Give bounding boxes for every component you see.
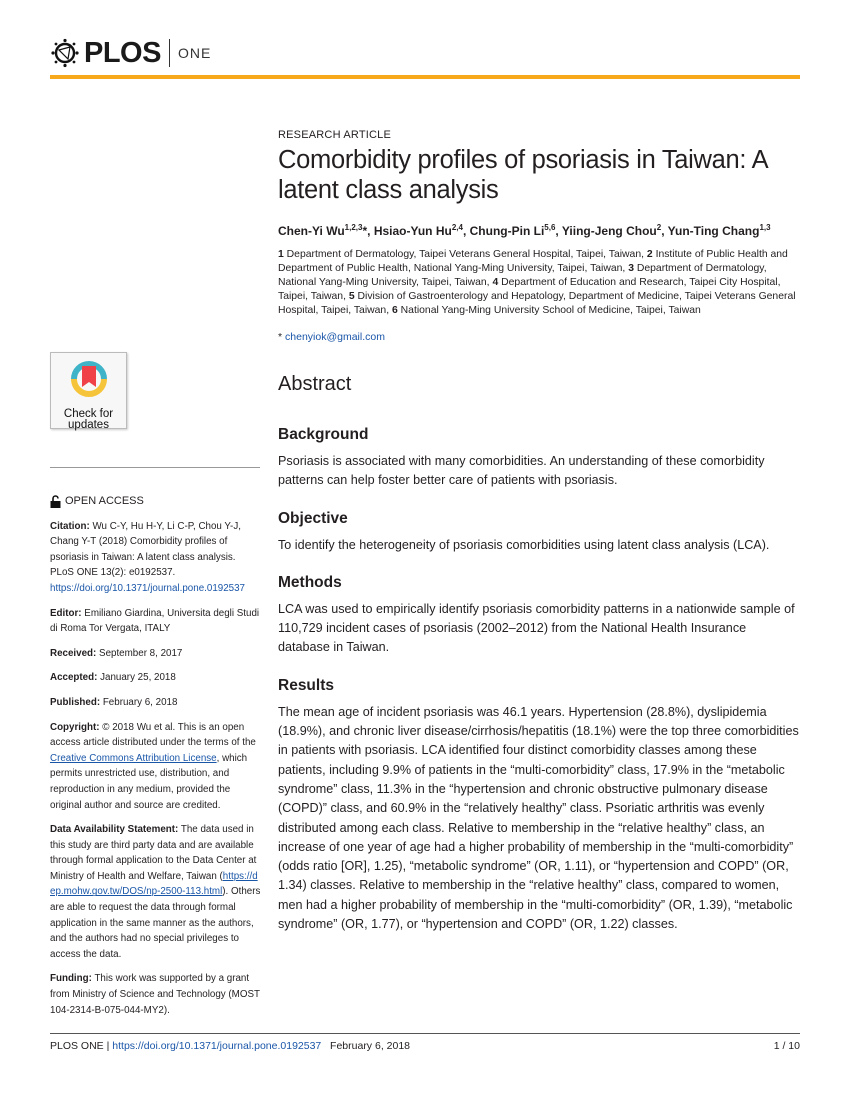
header-accent-bar [50,75,800,79]
open-lock-icon [50,495,61,508]
funding: Funding: This work was supported by a grant from Ministry of Science and Technology (MOST 104-2314-B-075-044-MY2). [50,973,260,1016]
journal-name: ONE [177,45,212,61]
abstract-results: Results The mean age of incident psoriasis was 46.1 years. Hypertension (28.8%), dyslipidemia (18.9%), and chronic liver disease/cirrhosis/hepatitis (18.1%) were the top three comorbidities in patients with psoriasis. LCA identified four distinct comorbidity classes among these patients, including 9.9% of patients in the “multi-comorbidity” class, 17.9% in the “metabolic syndrome” class, 11.3% in the “hypertension and chronic obstructive pulmonary disease (COPD)” class, and 60.9% in the “relatively healthy” class. Psoriatic arthritis was evenly distributed among each class. Relative to membership in the “relative healthy” class, an increase of one year of age had a higher probability of membership in the “multi-comorbidity” (odds ratio [OR], 1.25), “metabolic syndrome” (OR, 1.11), or “hypertension and COPD” (OR, 1.34) classes. Relative to membership in the “relative healthy” class, compared to women, men had a higher probability of membership in the “multi-comorbidity” (OR, 1.39), “metabolic syndrome” (OR, 1.77), or “hypertension and COPD” (OR, 1.22) classes. [278,676,799,932]
data-link[interactable]: https://dep.mohw.gov.tw/DOS/np-2500-113.html [50,870,258,898]
email-link[interactable]: chenyiok@gmail.com [285,331,385,343]
author: Hsiao-Yun Hu$^{2,4}$ [373,223,463,238]
footer-divider [50,1033,800,1034]
check-for-updates-button[interactable] [50,352,127,429]
logo-divider [169,39,170,67]
abstract-objective: Objective To identify the heterogeneity of psoriasis comorbidities using latent class analysis (LCA). [278,509,770,552]
citation: Citation: Wu C-Y, Hu H-Y, Li C-P, Chou Y-J, Chang Y-T (2018) Comorbidity profiles of psoriasis in Taiwan: A latent class analysis. PLoS ONE 13(2): e0192537. https://doi.org/10.1371/journal.pone.0192537 [50,520,246,594]
abstract-methods: Methods LCA was used to empirically identify psoriasis comorbidity patterns in a nationwide sample of 110,729 incident cases of psoriasis (2002–2012) from the National Health Insurance database in Taiwan. [278,573,795,655]
page-footer: PLOS ONE | https://doi.org/10.1371/journal.pone.0192537 February 6, 2018 1 / 10 [50,1040,800,1052]
brand-name: PLOS [84,36,161,69]
abstract-heading: Abstract [278,373,352,395]
article-title: Comorbidity profiles of psoriasis in Taiwan: A latent class analysis [278,146,767,204]
article-main [278,129,801,953]
published-date: Published: February 6, 2018 [50,696,178,708]
page-number: 1 / 10 [773,1040,800,1052]
badge-line2: updates [68,419,109,431]
article-info-sidebar [50,494,262,1027]
author: Chen-Yi Wu$^{1,2,3}$* [278,223,368,238]
author: Yun-Ting Chang$^{1,3}$ [667,223,771,238]
author: Chung-Pin Li$^{5,6}$ [469,223,556,238]
plos-globe-icon [50,38,80,68]
badge-line1: Check for [63,408,114,420]
affiliations: 1 Department of Dermatology, Taipei Veterans General Hospital, Taipei, Taiwan, 2 Institute of Public Health and Department of Public Health, National Yang-Ming University, Taipei, Taiwan, 3 Department of Dermatology, National Yang-Ming University, Taipei, Taiwan, 4 Department of Education and Research, Taipei City Hospital, Taipei, Taiwan, 5 Division of Gastroenterology and Hepatology, Department of Medicine, Taipei Veterans General Hospital, Taipei, Taiwan, 6 National Yang-Ming University School of Medicine, Taipei, Taiwan [278,249,796,316]
data-availability: Data Availability Statement: The data used in this study are third party data and are available through formal application to the Data Center at Ministry of Health and Welfare, Taiwan (https://dep.mohw.gov.tw/DOS/np-2500-113.html). Others are able to request the data through formal application in the same manner as the authors, and the authors had no special privileges to access the data. [50,824,261,960]
plos-one-logo [50,36,211,70]
article-type: RESEARCH ARTICLE [278,129,392,141]
citation-doi-link[interactable]: https://doi.org/10.1371/journal.pone.0192537 [50,582,246,594]
abstract-background: Background Psoriasis is associated with many comorbidities. An understanding of these comorbidity patterns can help foster better care of patients with psoriasis. [278,426,765,488]
sidebar-divider [50,467,260,468]
copyright: Copyright: © 2018 Wu et al. This is an open access article distributed under the terms of the Creative Commons Attribution License, which permits unrestricted use, distribution, and reproduction in any medium, provided the original author and source are credited. [50,721,256,811]
accepted-date: Accepted: January 25, 2018 [50,672,176,684]
received-date: Received: September 8, 2017 [50,647,183,659]
editor: Editor: Emiliano Giardina, Universita degli Studi di Roma Tor Vergata, ITALY [50,607,260,635]
open-access-label: OPEN ACCESS [50,494,262,510]
author-list: Chen-Yi Wu$^{1,2,3}$*, Hsiao-Yun Hu$^{2,4}$, Chung-Pin Li$^{5,6}$, Yiing-Jeng Chou$^2$, Yun-Ting Chang$^{1,3}$ [278,223,771,238]
corresponding-email: * chenyiok@gmail.com [278,331,385,343]
license-link[interactable]: Creative Commons Attribution License [50,752,217,764]
author: Yiing-Jeng Chou$^2$ [561,223,662,238]
crossmark-icon [67,357,111,401]
footer-doi-link[interactable]: https://doi.org/10.1371/journal.pone.0192537 [112,1040,322,1052]
